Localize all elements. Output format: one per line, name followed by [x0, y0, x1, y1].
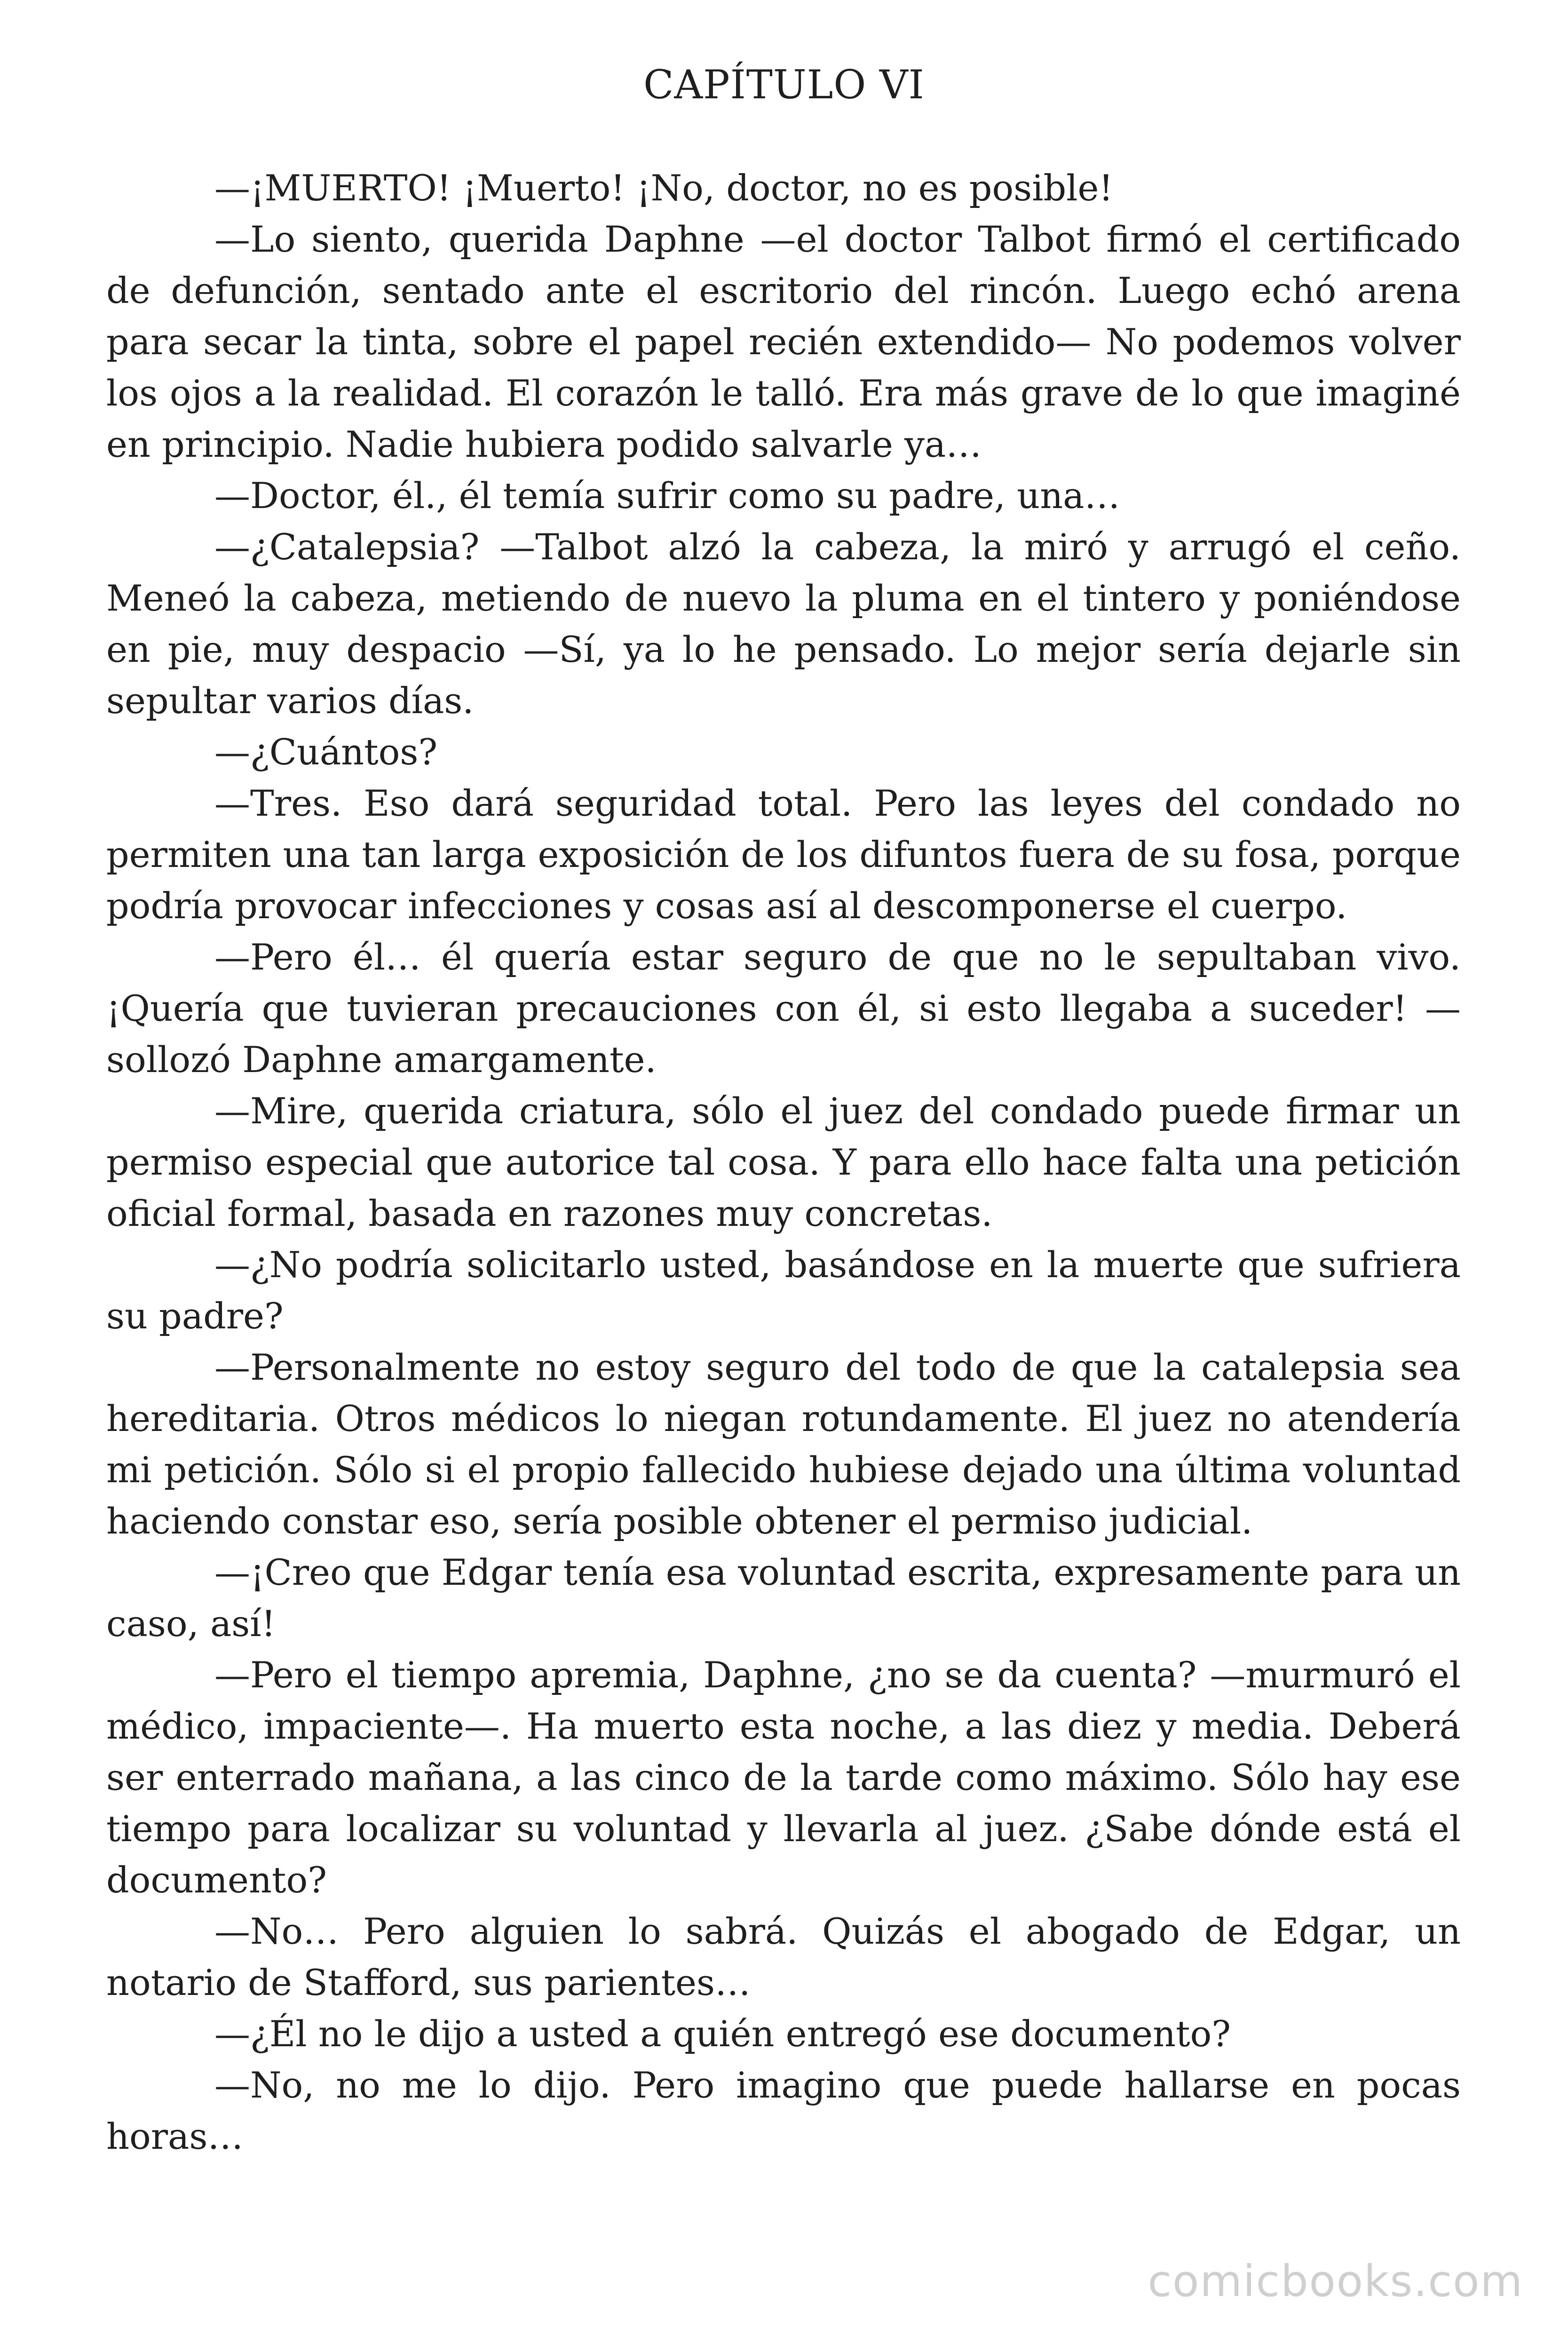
paragraph: —Mire, querida criatura, sólo el juez del condado puede firmar un permiso especial que autorice tal cosa. Y para ello hace falta una petición oficial formal, basada en razones muy concretas.	[106, 1090, 1461, 1234]
paragraph: —¿Cuántos?	[214, 731, 438, 773]
paragraph: —¡MUERTO! ¡Muerto! ¡No, doctor, no es posible!	[214, 167, 1113, 209]
watermark: comicbooks.com	[1148, 2256, 1523, 2306]
paragraph: —¿Catalepsia? —Talbot alzó la cabeza, la miró y arrugó el ceño. Meneó la cabeza, metiendo de nuevo la pluma en el tintero y poniéndose en pie, muy despacio —Sí, ya lo he pensado. Lo mejor sería dejarle sin sepultar varios días.	[106, 526, 1461, 722]
body-text	[106, 162, 1461, 2162]
paragraph: —No, no me lo dijo. Pero imagino que puede hallarse en pocas horas…	[106, 2064, 1461, 2157]
paragraph: —¿Él no le dijo a usted a quién entregó ese documento?	[214, 2013, 1231, 2055]
paragraph: —¡Creo que Edgar tenía esa voluntad escrita, expresamente para un caso, así!	[106, 1551, 1461, 1645]
paragraph: —No… Pero alguien lo sabrá. Quizás el abogado de Edgar, un notario de Stafford, sus parientes…	[106, 1910, 1461, 2003]
paragraph: —¿No podría solicitarlo usted, basándose en la muerte que sufriera su padre?	[106, 1244, 1461, 1337]
paragraph: —Lo siento, querida Daphne —el doctor Talbot firmó el certificado de defunción, sentado ante el escritorio del rincón. Luego echó arena para secar la tinta, sobre el papel recién extendido— No podemos volver los ojos a la realidad. El corazón le talló. Era más grave de lo que imaginé en principio. Nadie hubiera podido salvarle ya…	[106, 218, 1461, 465]
paragraph: —Pero él… él quería estar seguro de que no le sepultaban vivo. ¡Quería que tuvieran precauciones con él, si esto llegaba a suceder! —sollozó Daphne amargamente.	[106, 936, 1461, 1081]
chapter-title: CAPÍTULO VI	[643, 62, 925, 108]
paragraph: —Personalmente no estoy seguro del todo de que la catalepsia sea hereditaria. Otros médicos lo niegan rotundamente. El juez no atendería mi petición. Sólo si el propio fallecido hubiese dejado una última voluntad haciendo constar eso, sería posible obtener el permiso judicial.	[106, 1346, 1461, 1542]
paragraph: —Pero el tiempo apremia, Daphne, ¿no se da cuenta? —murmuró el médico, impaciente—. Ha muerto esta noche, a las diez y media. Deberá ser enterrado mañana, a las cinco de la tarde como máximo. Sólo hay ese tiempo para localizar su voluntad y llevarla al juez. ¿Sabe dónde está el documento?	[106, 1654, 1461, 1901]
paragraph: —Doctor, él., él temía sufrir como su padre, una…	[214, 475, 1120, 516]
paragraph: —Tres. Eso dará seguridad total. Pero las leyes del condado no permiten una tan larga exposición de los difuntos fuera de su fosa, porque podría provocar infecciones y cosas así al descomponerse el cuerpo.	[106, 782, 1461, 927]
